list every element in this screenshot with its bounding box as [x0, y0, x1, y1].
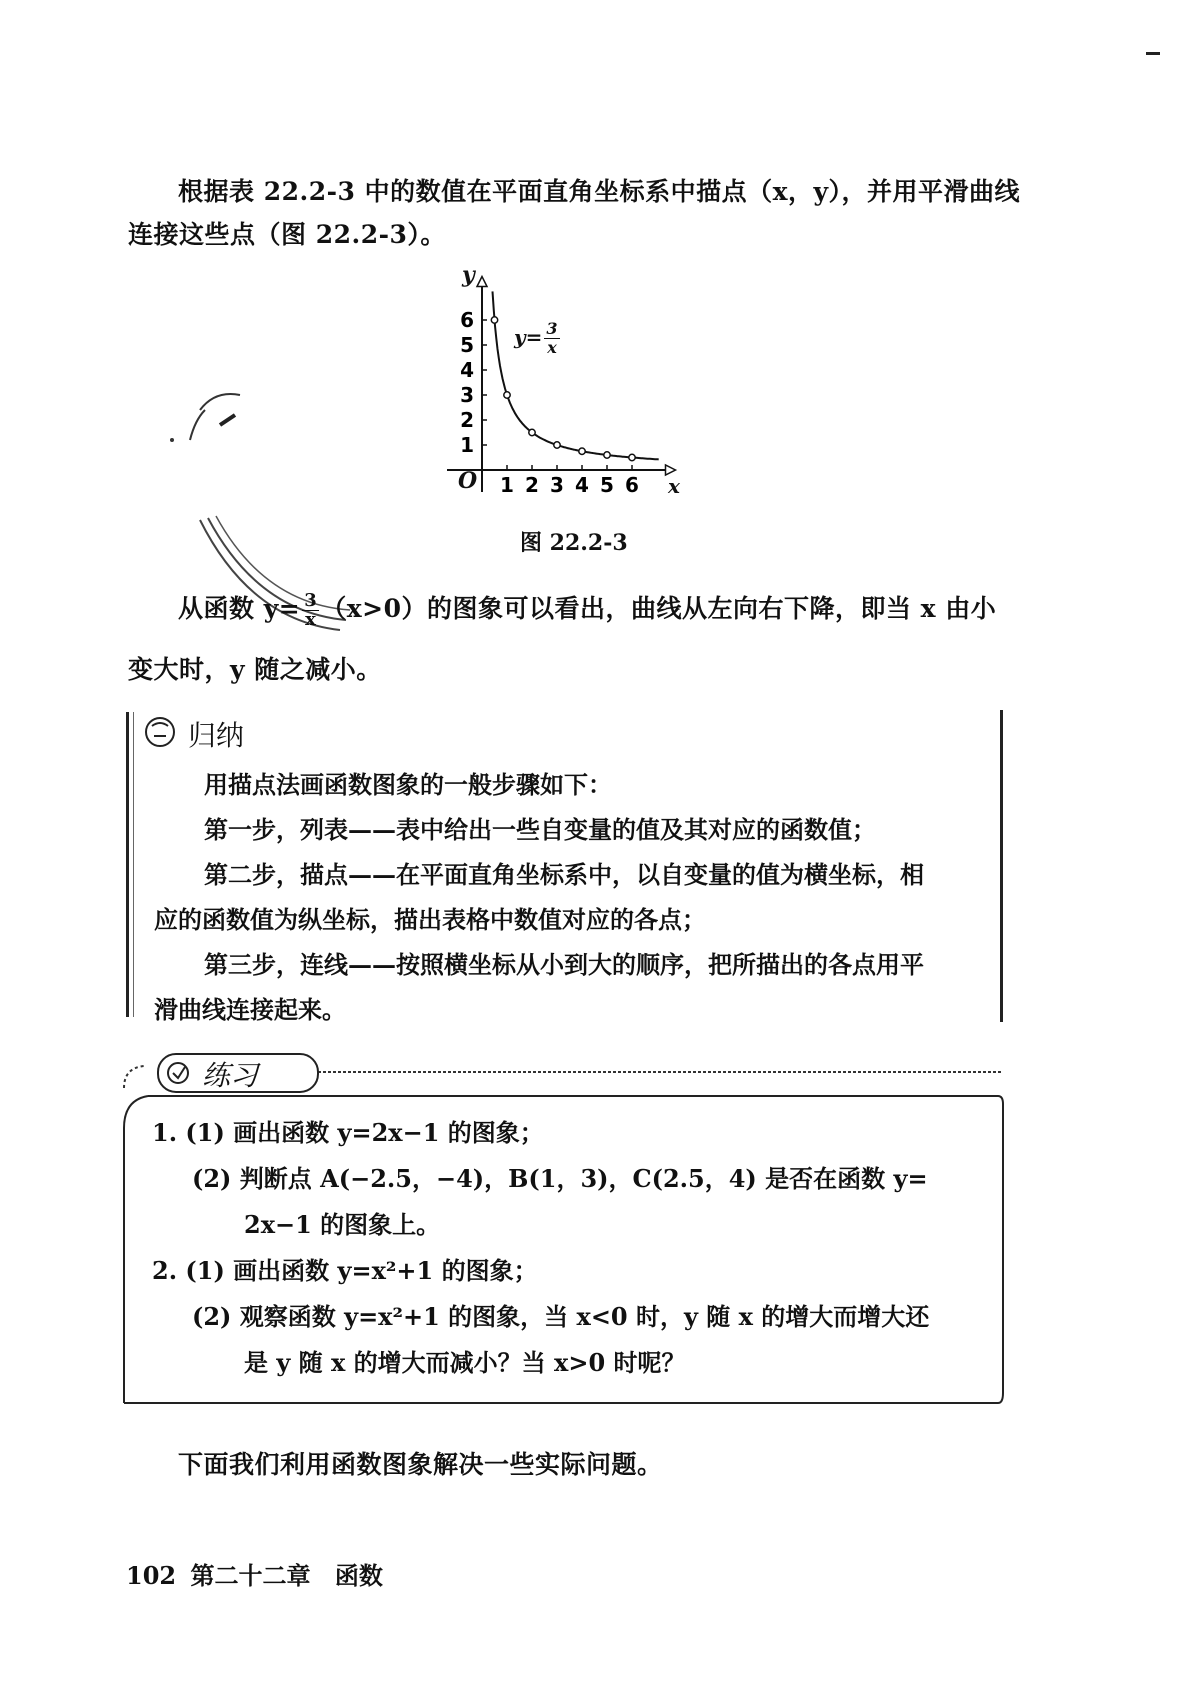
- summary-line-4: 应的函数值为纵坐标，描出表格中数值对应的各点；: [154, 905, 706, 934]
- intro-line-1: 根据表 22.2-3 中的数值在平面直角坐标系中描点（x，y），并用平滑曲线: [178, 177, 1021, 206]
- x-tick-label-2: 2: [525, 473, 539, 497]
- summary-icon: [142, 714, 178, 750]
- summary-line-5: 第三步，连线——按照横坐标从小到大的顺序，把所描出的各点用平: [204, 950, 924, 979]
- data-point-5: [604, 452, 610, 458]
- exercise-line-4: 2. (1) 画出函数 y=x²+1 的图象；: [152, 1256, 538, 1285]
- data-point-3: [554, 442, 560, 448]
- summary-left-border-inner: [133, 712, 134, 1017]
- summary-line-1: 用描点法画函数图象的一般步骤如下：: [204, 770, 612, 799]
- exercise-line-3: 2x−1 的图象上。: [244, 1210, 441, 1239]
- chapter-label: 第二十二章: [190, 1561, 311, 1590]
- x-tick-label-1: 1: [500, 473, 514, 497]
- summary-line-3: 第二步，描点——在平面直角坐标系中，以自变量的值为横坐标，相: [204, 860, 924, 889]
- analysis-text-a: 从函数 y=: [178, 594, 301, 623]
- footer: [126, 1556, 383, 1591]
- closing-sentence: 下面我们利用函数图象解决一些实际问题。: [178, 1450, 663, 1479]
- origin-label: O: [458, 468, 478, 494]
- curve-label-lhs: y=: [514, 325, 543, 349]
- y-axis-arrow: [477, 277, 487, 287]
- summary-title: 归纳: [188, 719, 245, 752]
- exercise-title: 练习: [202, 1059, 259, 1092]
- curve-label-fraction: [544, 320, 559, 357]
- exercise-line-5: (2) 观察函数 y=x²+1 的图象，当 x<0 时，y 随 x 的增大而增大还: [192, 1302, 930, 1331]
- curve-label-numerator: 3: [546, 319, 558, 338]
- y-tick-label-2: 2: [460, 408, 474, 432]
- curve-y-equals-3-over-x: [493, 291, 659, 459]
- y-tick-label-4: 4: [460, 358, 474, 382]
- exercise-line-2: (2) 判断点 A(−2.5，−4)，B(1，3)，C(2.5，4) 是否在函数 y=: [192, 1164, 928, 1193]
- summary-left-border: [126, 712, 129, 1017]
- data-point-6: [629, 454, 635, 460]
- y-tick-label-1: 1: [460, 433, 474, 457]
- y-axis-label: y: [462, 262, 475, 288]
- figure-caption: 图 22.2-3: [520, 530, 628, 556]
- x-tick-label-6: 6: [625, 473, 639, 497]
- page-number: 102: [126, 1561, 177, 1590]
- section-label: 函数: [334, 1561, 383, 1590]
- intro-line-2: 连接这些点（图 22.2-3）。: [128, 220, 446, 249]
- summary-line-6: 滑曲线连接起来。: [154, 995, 346, 1024]
- analysis-line-1: [178, 592, 996, 629]
- y-tick-label-3: 3: [460, 383, 474, 407]
- curve-label-denominator: x: [547, 338, 557, 357]
- exercise-line-6: 是 y 随 x 的增大而减小？当 x>0 时呢？: [244, 1348, 686, 1377]
- analysis-text-b: （x>0）的图象可以看出，曲线从左向右下降，即当 x 由小: [321, 594, 997, 623]
- analysis-denominator: x: [305, 609, 317, 630]
- x-tick-label-4: 4: [575, 473, 589, 497]
- y-tick-label-5: 5: [460, 333, 474, 357]
- x-axis-label: x: [668, 474, 680, 498]
- analysis-numerator: 3: [304, 590, 318, 611]
- x-tick-label-3: 3: [550, 473, 564, 497]
- curve-label: [514, 320, 562, 357]
- exercise-line-1: 1. (1) 画出函数 y=2x−1 的图象；: [152, 1118, 544, 1147]
- data-point-2: [529, 429, 535, 435]
- data-point-1: [504, 392, 510, 398]
- y-tick-label-6: 6: [460, 308, 474, 332]
- data-point-4: [579, 448, 585, 454]
- analysis-fraction: [302, 592, 319, 629]
- analysis-line-2: 变大时，y 随之减小。: [128, 655, 382, 684]
- data-point-0: [491, 317, 497, 323]
- scan-mark: [1146, 52, 1160, 55]
- summary-right-border: [1000, 710, 1003, 1022]
- summary-line-2: 第一步，列表——表中给出一些自变量的值及其对应的函数值；: [204, 815, 876, 844]
- x-tick-label-5: 5: [600, 473, 614, 497]
